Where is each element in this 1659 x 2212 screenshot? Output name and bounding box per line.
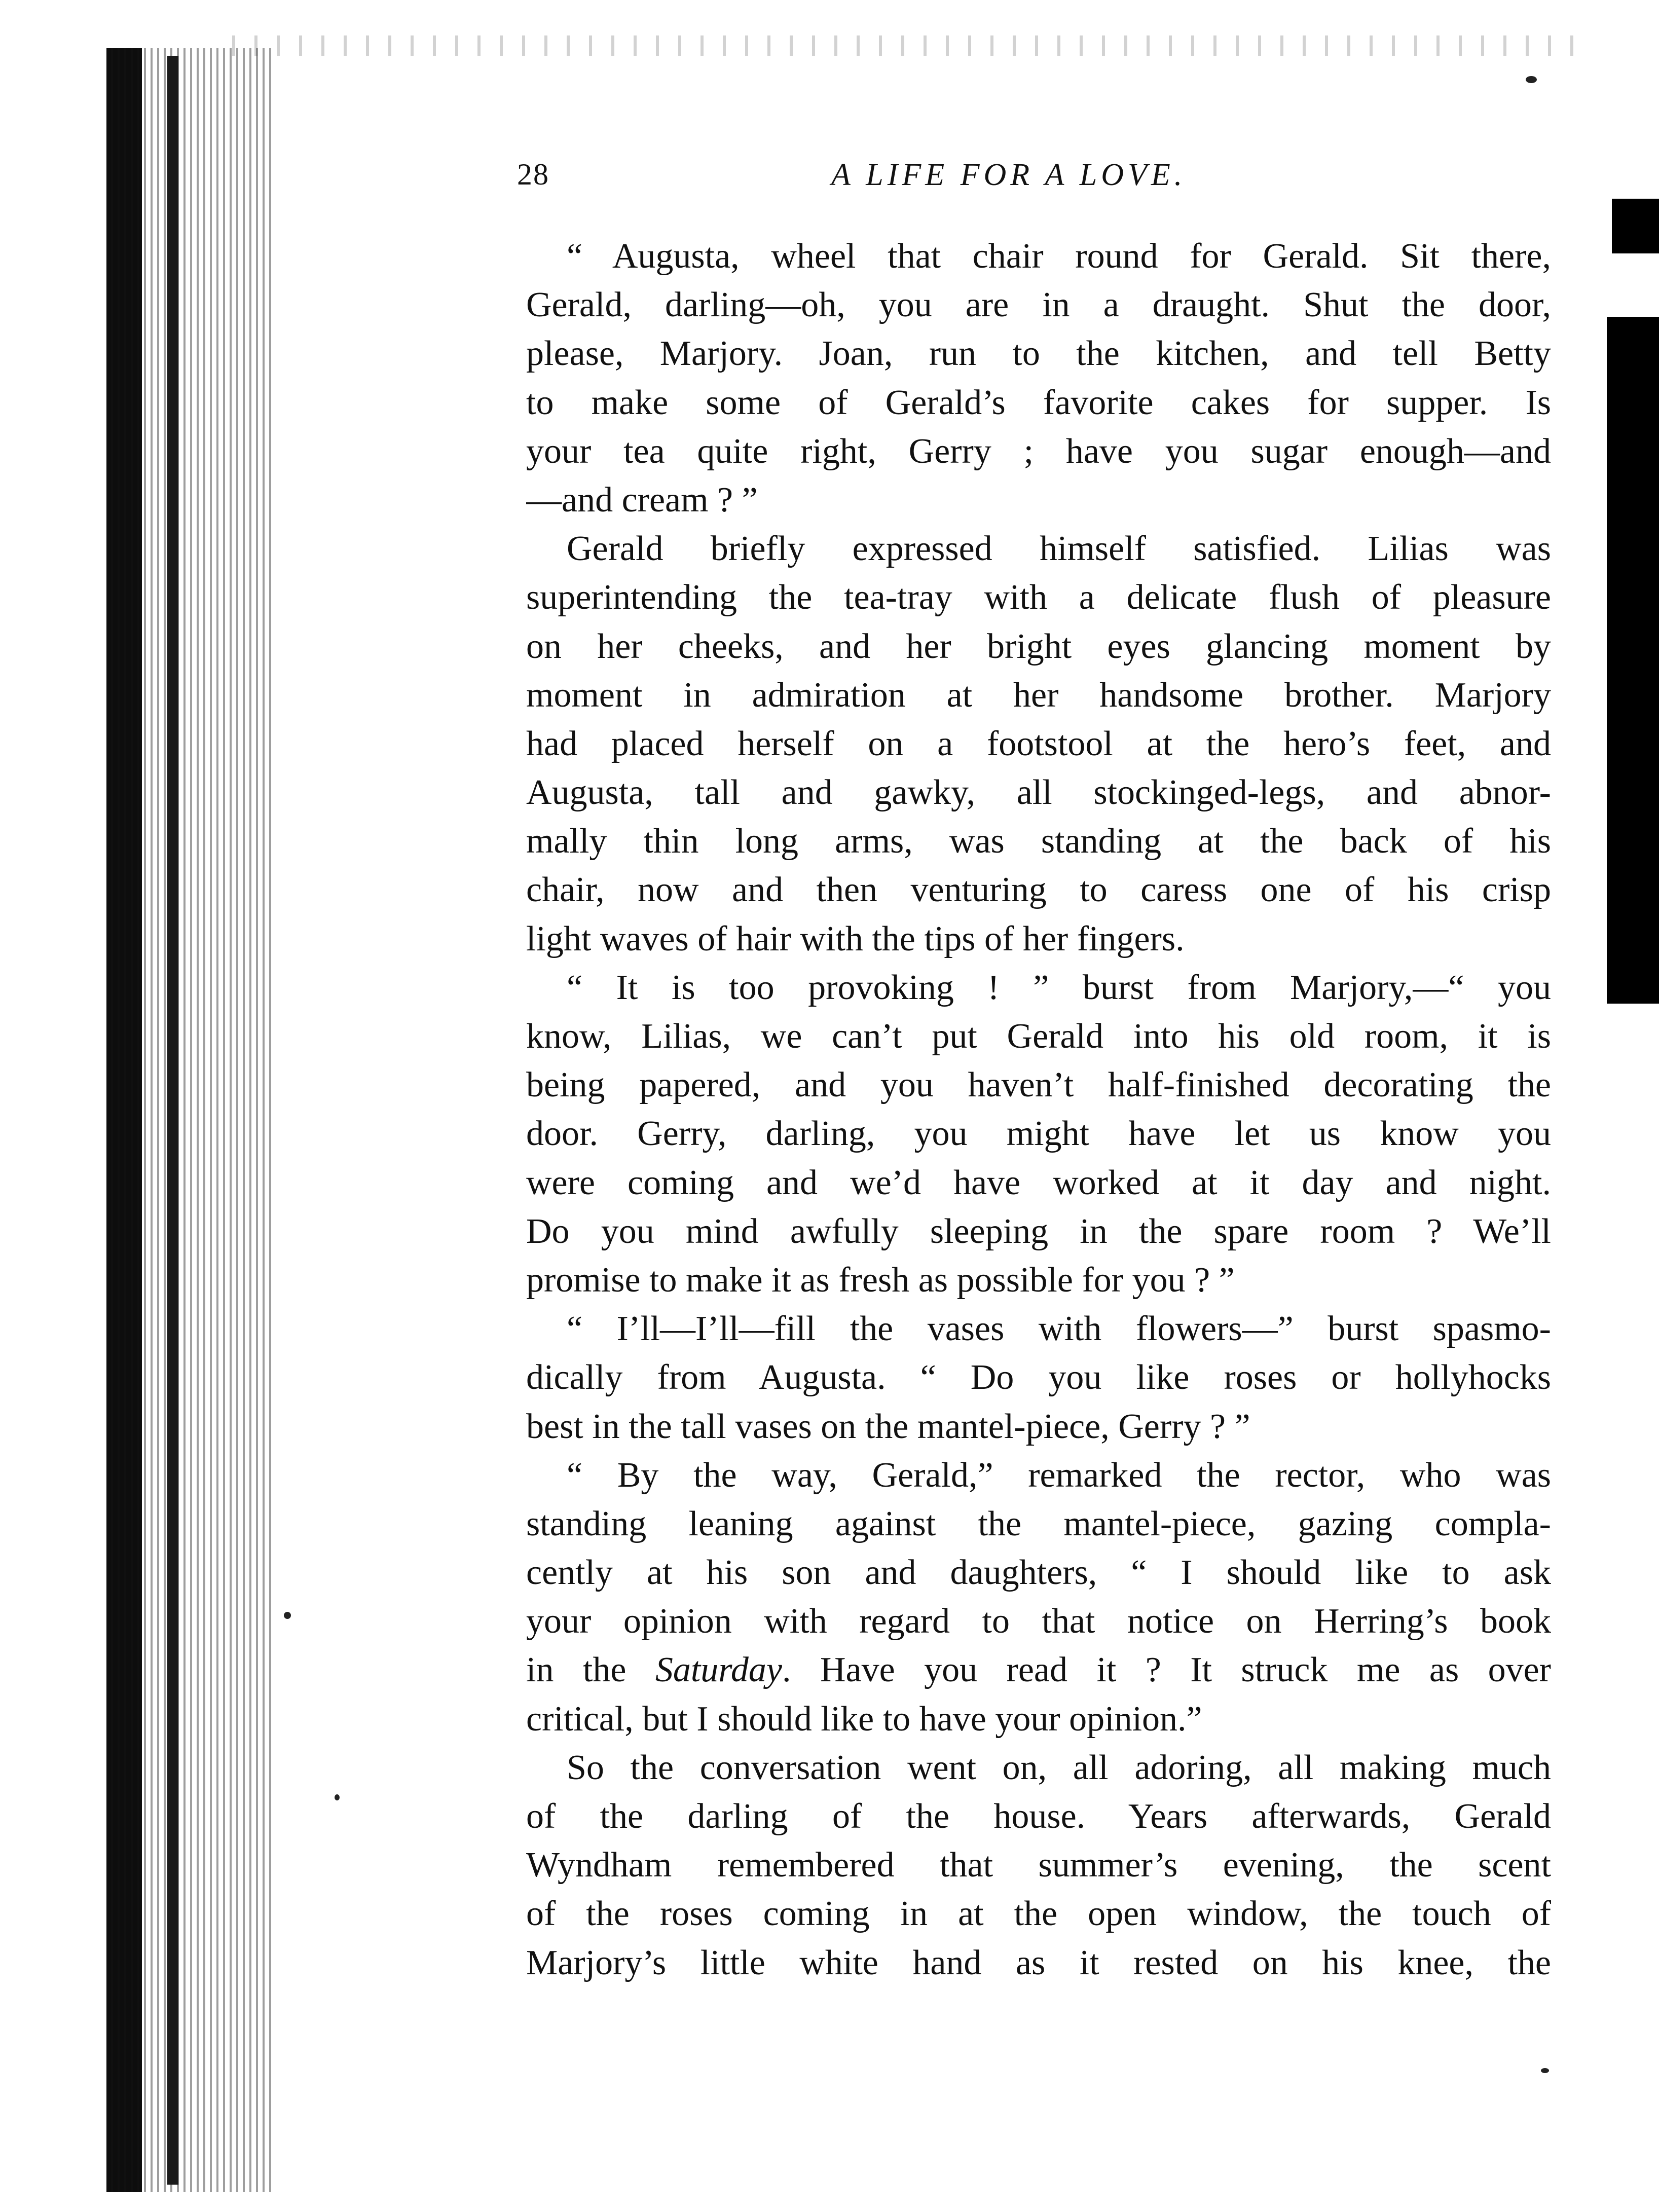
text-line: standing leaning against the mantel-piece, gazing compla- — [526, 1504, 1551, 1543]
text-line: Marjory’s little white hand as it rested on his knee, the — [526, 1943, 1551, 1982]
text-line: of the roses coming in at the open window, the touch of — [526, 1894, 1551, 1934]
text-line: door. Gerry, darling, you might have let us know you — [526, 1114, 1551, 1154]
top-scan-noise — [213, 35, 1581, 56]
text-line: “ I’ll—I’ll—fill the vases with flowers—” burst spasmo- — [567, 1309, 1551, 1349]
page-edge-line — [167, 56, 178, 2185]
page-edge-gutter — [106, 48, 274, 2192]
text-line: on her cheeks, and her bright eyes glancing moment by — [526, 626, 1551, 666]
text-line: chair, now and then venturing to caress one of his crisp — [526, 870, 1551, 910]
text-line: “ It is too provoking ! ” burst from Marjory,—“ you — [567, 968, 1551, 1007]
text-line: cently at his son and daughters, “ I should like to ask — [526, 1553, 1551, 1593]
scan-speck — [284, 1612, 291, 1619]
text-line: being papered, and you haven’t half-finished decorating the — [526, 1065, 1551, 1105]
text-line: Gerald briefly expressed himself satisfied. Lilias was — [567, 529, 1551, 569]
text-line: superintending the tea-tray with a delicate flush of pleasure — [526, 578, 1551, 617]
text-line: dically from Augusta. “ Do you like roses or hollyhocks — [526, 1358, 1551, 1397]
text-line: moment in admiration at her handsome brother. Marjory — [526, 675, 1551, 715]
page-number: 28 — [517, 158, 549, 191]
text-line: promise to make it as fresh as possible for you ? ” — [526, 1260, 1235, 1300]
text-line: critical, but I should like to have your opinion.” — [526, 1699, 1202, 1739]
right-edge-mark-top — [1612, 199, 1659, 253]
page-header — [517, 152, 1541, 198]
text-line: of the darling of the house. Years afterwards, Gerald — [526, 1797, 1551, 1836]
text-line: Gerald, darling—oh, you are in a draught. Shut the door, — [526, 285, 1551, 325]
text-line: in the Saturday. Have you read it ? It struck me as over — [526, 1650, 1551, 1690]
text-line: So the conversation went on, all adoring, all making much — [567, 1748, 1551, 1787]
text-line: light waves of hair with the tips of her fingers. — [526, 919, 1185, 958]
text-line: your opinion with regard to that notice on Herring’s book — [526, 1602, 1551, 1641]
text-line: mally thin long arms, was standing at the back of his — [526, 822, 1551, 861]
text-line: were coming and we’d have worked at it day and night. — [526, 1163, 1551, 1202]
text-line: “ Augusta, wheel that chair round for Gerald. Sit there, — [567, 237, 1551, 276]
text-line: know, Lilias, we can’t put Gerald into his old room, it is — [526, 1017, 1551, 1056]
scan-speck — [1526, 76, 1537, 83]
text-line: your tea quite right, Gerry ; have you sugar enough—and — [526, 431, 1551, 471]
italic-title: Saturday — [655, 1650, 783, 1690]
scan-speck — [1541, 2068, 1549, 2073]
text-line: —and cream ? ” — [526, 480, 758, 520]
text-line: to make some of Gerald’s favorite cakes for supper. Is — [526, 383, 1551, 422]
text-line: Wyndham remembered that summer’s evening, the scent — [526, 1846, 1551, 1885]
text-line: Do you mind awfully sleeping in the spare room ? We’ll — [526, 1211, 1551, 1251]
text-line: Augusta, tall and gawky, all stockinged-legs, and abnor- — [526, 773, 1551, 813]
text-line: please, Marjory. Joan, run to the kitchen, and tell Betty — [526, 334, 1551, 374]
scan-speck — [335, 1794, 340, 1800]
text-line: had placed herself on a footstool at the hero’s feet, and — [526, 724, 1551, 763]
body-text — [526, 232, 1551, 1987]
running-title: A LIFE FOR A LOVE. — [831, 158, 1187, 192]
right-edge-mark — [1607, 317, 1659, 1004]
text-line: best in the tall vases on the mantel-piece, Gerry ? ” — [526, 1407, 1250, 1446]
text-line: “ By the way, Gerald,” remarked the rector, who was — [567, 1455, 1551, 1495]
